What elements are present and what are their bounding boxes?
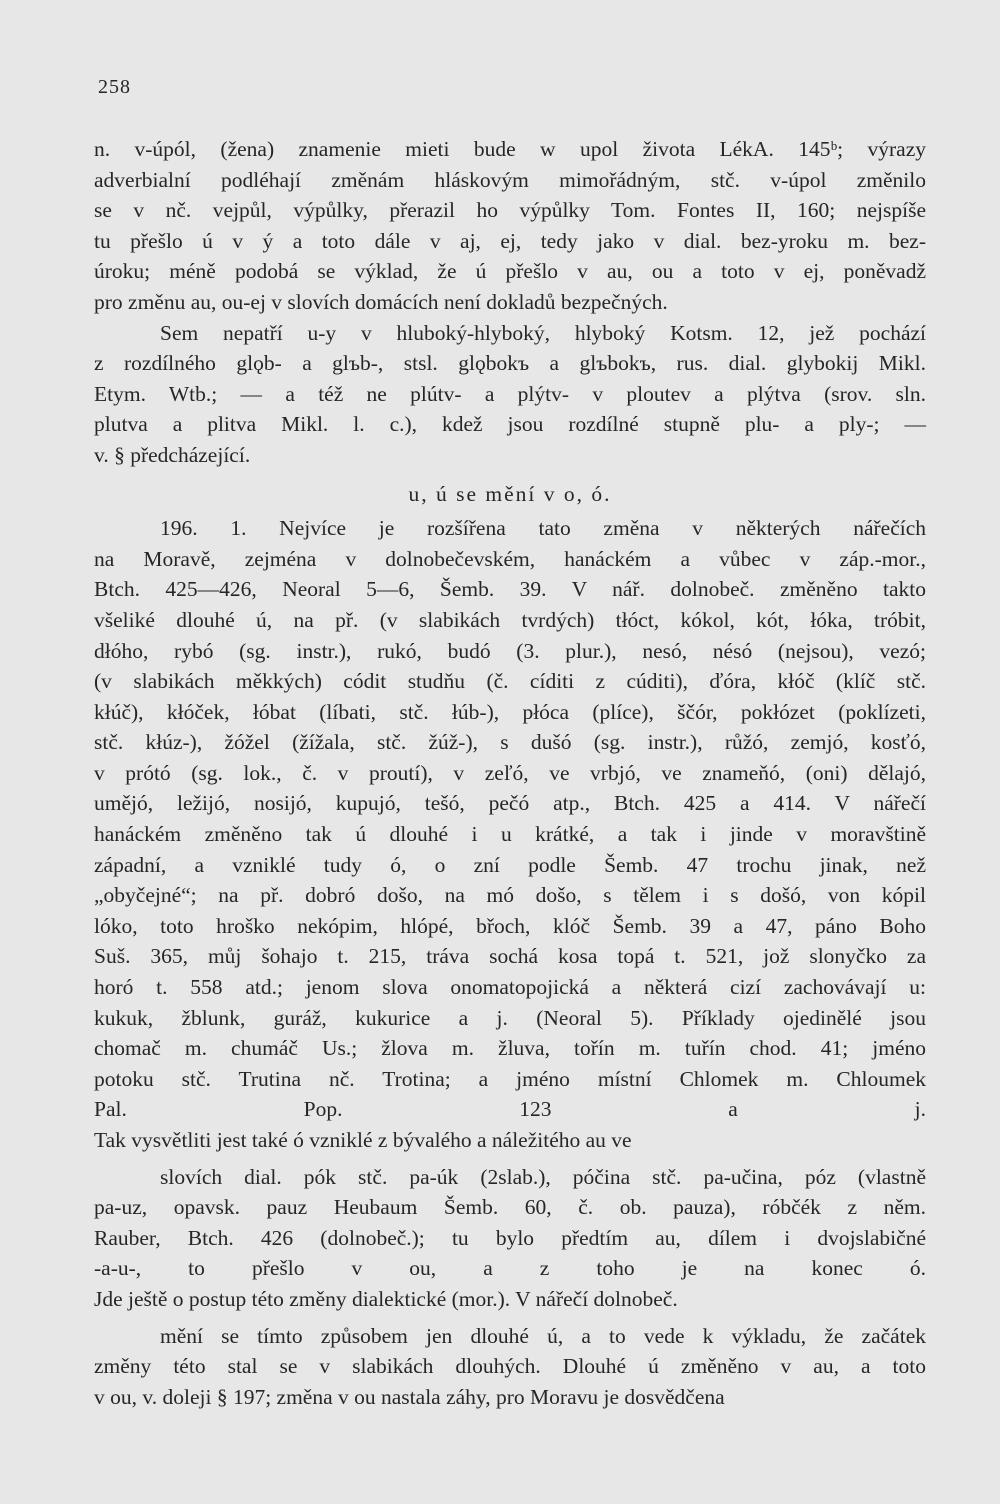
- text-line: v prótó (sg. lok., č. v proutí), v zeľó, ve vrbjó, ve znameňó, (oni) dělajó,: [94, 760, 926, 785]
- text-line: úroku; méně podobá se výklad, že ú přešlo v au, ou a toto v ej, poněvadž: [94, 259, 926, 284]
- text-line: v ou, v. doleji § 197; změna v ou nastala záhy, pro Moravu je dosvědčena: [94, 1384, 725, 1409]
- text-line: se v nč. vejpůl, výpůlky, přerazil ho výpůlky Tom. Fontes II, 160; nejspíše: [94, 198, 926, 223]
- text-line: „obyčejné“; na př. dobró došo, na mó došo, s tělem i s došó, von kópil: [94, 883, 926, 908]
- text-line: (v slabikách měkkých) códit studňu (č. cíditi z cúditi), ďóra, kłóč (klíč stč.: [94, 669, 926, 694]
- text-line: horó t. 558 atd.; jenom slova onomatopojická a některá cizí zachovávají u:: [94, 975, 926, 1000]
- text-line: z rozdílného glǫb- a glъb-, stsl. glǫbokъ a glъbokъ, rus. dial. glybokij Mikl.: [94, 351, 926, 376]
- text-line: tu přešlo ú v ý a toto dále v aj, ej, tedy jako v dial. bez-yroku m. bez-: [94, 228, 926, 253]
- text-line: chomač m. chumáč Us.; žlova m. žluva, tořín m. tuřín chod. 41; jméno: [94, 1036, 926, 1061]
- text-line: mění se tímto způsobem jen dlouhé ú, a to vede k výkladu, že začátek: [160, 1323, 926, 1348]
- text-line: pa-uz, opavsk. pauz Heubaum Šemb. 60, č. ob. pauza), róbčék z něm.: [94, 1195, 926, 1220]
- text-line: kłúč), kłóček, łóbat (líbati, stč. łúb-), płóca (plíce), ščór, pokłózet (poklízeti,: [94, 699, 926, 724]
- page-number: 258: [98, 76, 131, 98]
- text-line: změny této stal se v slabikách dlouhých. Dlouhé ú změněno v au, a toto: [94, 1354, 926, 1379]
- text-line: -a-u-, to přešlo v ou, a z toho je na konec ó.: [94, 1256, 926, 1281]
- text-line: dłóho, rybó (sg. instr.), rukó, budó (3. plur.), nesó, nésó (nejsou), vezó;: [94, 638, 926, 663]
- text-line: umějó, ležijó, nosijó, kupujó, tešó, pečó atp., Btch. 425 a 414. V nářečí: [94, 791, 926, 816]
- text-line: všeliké dlouhé ú, na př. (v slabikách tvrdých) tłóct, kókol, kót, łóka, tróbit,: [94, 607, 926, 632]
- page-body: [94, 134, 926, 1412]
- text-line: Jde ještě o postup této změny dialektické (mor.). V nářečí dolnobeč.: [94, 1286, 678, 1311]
- text-line: hanáckém změněno tak ú dlouhé i u krátké, a tak i jinde v moravštině: [94, 822, 926, 847]
- text-line: potoku stč. Trutina nč. Trotina; a jméno místní Chlomek m. Chloumek: [94, 1066, 926, 1091]
- text-line: Suš. 365, můj šohajo t. 215, tráva sochá kosa topá t. 521, jož slonyčko za: [94, 944, 926, 969]
- text-line: Etym. Wtb.; — a též ne plútv- a plýtv- v ploutev a plýtva (srov. sln.: [94, 381, 926, 406]
- text-line: západní, a vzniklé tudy ó, o zní podle Šemb. 47 trochu jinak, než: [94, 852, 926, 877]
- text-line: lóko, toto hroško nekópim, hlópé, břoch, klóč Šemb. 39 a 47, páno Boho: [94, 913, 926, 938]
- text-line: na Moravě, zejména v dolnobečevském, hanáckém a vůbec v záp.-mor.,: [94, 546, 926, 571]
- text-line: Sem nepatří u-y v hluboký-hlyboký, hlyboký Kotsm. 12, jež pochází: [160, 320, 926, 345]
- text-line: Pal. Pop. 123 a j.: [94, 1097, 926, 1122]
- text-line: plutva a plitva Mikl. l. c.), kdež jsou rozdílné stupně plu- a ply-; —: [94, 412, 926, 437]
- text-line: kukuk, žblunk, guráž, kukurice a j. (Neoral 5). Příklady ojedinělé jsou: [94, 1005, 926, 1030]
- text-line: pro změnu au, ou-ej v slovích domácích není dokladů bezpečných.: [94, 289, 668, 314]
- text-line: stč. kłúz-), žóžel (žížala, stč. žúž-), s dušó (sg. instr.), růžó, zemjó, kosťó,: [94, 730, 926, 755]
- text-line: 196. 1. Nejvíce je rozšířena tato změna v některých nářečích: [160, 516, 926, 541]
- text-line: Tak vysvětliti jest také ó vzniklé z bývalého a náležitého au ve: [94, 1128, 632, 1152]
- text-line: Btch. 425—426, Neoral 5—6, Šemb. 39. V nář. dolnobeč. změněno takto: [94, 577, 926, 602]
- text-line: n. v-úpól, (žena) znamenie mieti bude w upol života LékA. 145ᵇ; výrazy: [94, 137, 926, 161]
- text-line: slovích dial. pók stč. pa-úk (2slab.), póčina stč. pa-učina, póz (vlastně: [160, 1164, 926, 1189]
- text-line: adverbialní podléhají změnám hláskovým mimořádným, stč. v-úpol změnilo: [94, 167, 926, 192]
- text-line: v. § předcházející.: [94, 442, 251, 467]
- section-heading: u, ú se mění v o, ó.: [408, 481, 612, 506]
- text-line: Rauber, Btch. 426 (dolnobeč.); tu bylo předtím au, dílem i dvojslabičné: [94, 1225, 926, 1250]
